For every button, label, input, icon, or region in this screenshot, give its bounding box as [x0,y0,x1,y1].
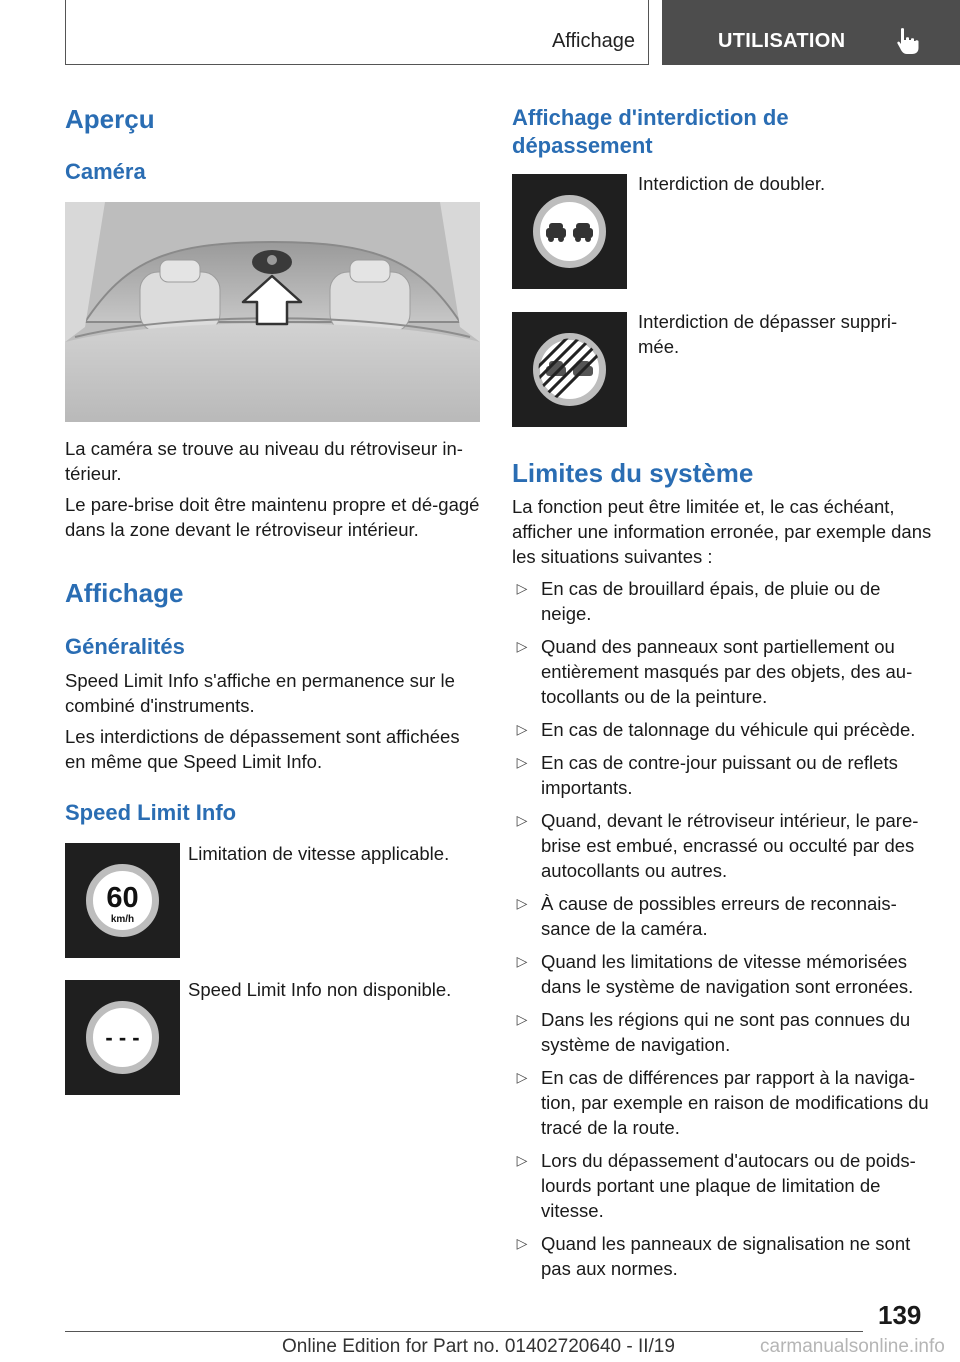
list-item: ▷ Quand les panneaux de signalisation ne sont pas aux normes. [512,1231,932,1281]
general-paragraph-2: Les interdictions de dépassement sont affichées en même que Speed Limit Info. [65,726,460,772]
speed-limit-info-title: Speed Limit Info [65,800,237,825]
system-limits-title: Limites du système [512,458,754,488]
no-passing-end-sign-image [512,312,627,427]
bullet-triangle-icon: ▷ [516,953,528,969]
camera-location-image [65,202,480,422]
list-item: ▷ Lors du dépassement d'autocars ou de poids-lourds portant une plaque de limitation de vitesse. [512,1148,932,1223]
bullet-triangle-icon: ▷ [516,638,528,654]
header-section-label: Affichage [551,30,635,52]
system-limits-intro: La fonction peut être limitée et, le cas échéant, afficher une information erronée, par exemple dans les situations suivantes : [512,496,932,567]
bullet-triangle-icon: ▷ [516,721,528,737]
bullet-triangle-icon: ▷ [516,1235,528,1251]
footer-edition: Online Edition for Part no. 01402720640 - II/19 [282,1336,675,1357]
speed-limit-sign-image [65,843,180,958]
footer-watermark: carmanualsonline.info [760,1336,945,1357]
speed-limit-unavailable-text: Speed Limit Info non disponible. [188,979,452,1000]
list-item: ▷ En cas de différences par rapport à la naviga-tion, par exemple en raison de modifications du tracé de la route. [512,1065,932,1140]
pointing-hand-icon [896,27,920,55]
system-limits-list [512,576,932,1289]
list-item: ▷ Quand, devant le rétroviseur intérieur, le pare-brise est embué, encrassé ou occulté par des autocollants ou autres. [512,808,932,883]
list-item: ▷ En cas de brouillard épais, de pluie ou de neige. [512,576,932,626]
bullet-triangle-icon: ▷ [516,754,528,770]
list-item: ▷ Dans les régions qui ne sont pas connues du système de navigation. [512,1007,932,1057]
unavailable-sign-dashes: - - - [105,1025,140,1050]
list-item: ▷ En cas de talonnage du véhicule qui précède. [512,717,932,742]
bullet-triangle-icon: ▷ [516,1152,528,1168]
display-title: Affichage [65,578,184,608]
list-item: ▷ Quand des panneaux sont partiellement ou entièrement masqués par des objets, des au-tocollants ou de la peinture. [512,634,932,709]
bullet-triangle-icon: ▷ [516,580,528,596]
speed-sign-value: 60 [106,882,139,914]
bullet-triangle-icon: ▷ [516,895,528,911]
no-passing-sign-image [512,174,627,289]
bullet-triangle-icon: ▷ [516,1069,528,1085]
speed-limit-applicable-text: Limitation de vitesse applicable. [188,843,450,864]
bullet-triangle-icon: ▷ [516,1011,528,1027]
no-passing-end-text: Interdiction de dépasser suppri-mée. [638,311,898,357]
camera-title: Caméra [65,159,146,184]
general-paragraph-1: Speed Limit Info s'affiche en permanence sur le combiné d'instruments. [65,670,455,716]
list-item: ▷ À cause de possibles erreurs de reconnais-sance de la caméra. [512,891,932,941]
no-passing-title: Affichage d'interdiction de dépassement [512,105,789,158]
bullet-triangle-icon: ▷ [516,812,528,828]
no-passing-text: Interdiction de doubler. [638,173,826,194]
speed-limit-unavailable-image [65,980,180,1095]
header-chapter-label: UTILISATION [718,30,846,52]
general-title: Généralités [65,634,185,659]
footer-divider [65,1331,863,1332]
car-interior-illustration [65,202,480,422]
speed-sign-unit: km/h [110,914,135,925]
page-number: 139 [878,1300,922,1330]
camera-paragraph-2: Le pare-brise doit être maintenu propre et dé-gagé dans la zone devant le rétroviseur intérieur. [65,494,480,540]
overview-title: Aperçu [65,104,155,134]
list-item: ▷ En cas de contre-jour puissant ou de reflets importants. [512,750,932,800]
list-item: ▷ Quand les limitations de vitesse mémorisées dans le système de navigation sont erronées. [512,949,932,999]
camera-paragraph-1: La caméra se trouve au niveau du rétroviseur in-térieur. [65,438,463,484]
